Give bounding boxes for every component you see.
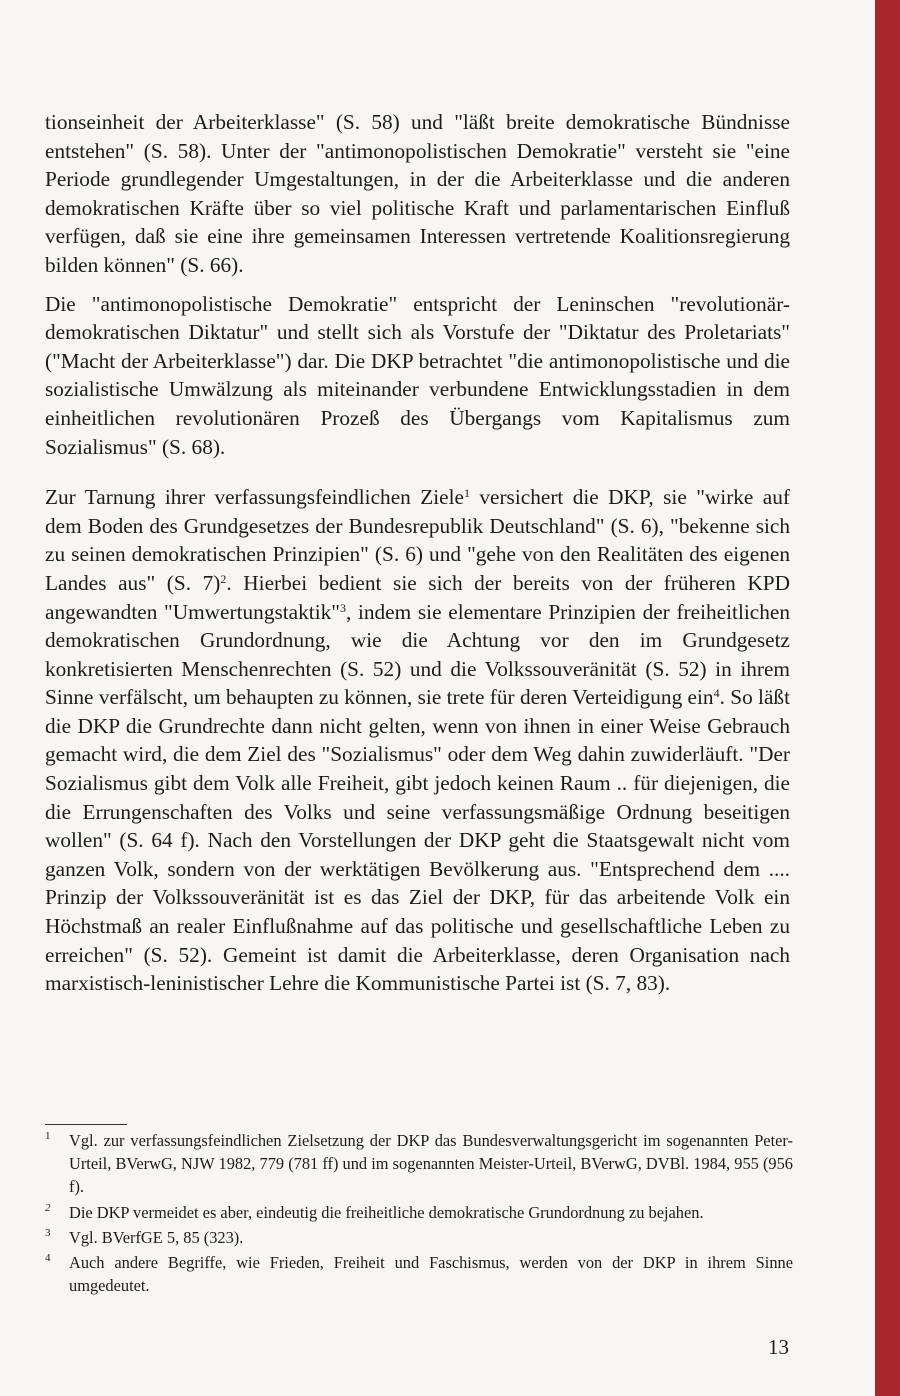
paragraph-3-part-a: Zur Tarnung ihrer verfassungsfeindlichen Ziele	[45, 485, 464, 510]
footnote-text: Vgl. BVerfGE 5, 85 (323).	[69, 1227, 244, 1247]
body-text	[45, 108, 790, 998]
paragraph-3-part-b: versichert die DKP, sie "wirke auf dem Boden des Grundgesetzes der Bundesrepublik Deutschland" (S. 6), "bekenne sich zu seinen demokratischen Prinzipien" (S. 6) und "gehe von den Realitäten des eigenen Landes aus" (S. 7)	[45, 485, 790, 595]
footnote-divider	[45, 1124, 127, 1125]
footnote-ref-3[interactable]: 3	[339, 600, 346, 615]
footnote-ref-1[interactable]: 1	[463, 486, 470, 501]
footnote-text: Vgl. zur verfassungsfeindlichen Zielsetzung der DKP das Bundesverwaltungsgericht im sogenannten Peter-Urteil, BVerwG, NJW 1982, 779 (781 ff) und im sogenannten Meister-Urteil, BVerwG, DVBl. 1984, 955 (956 f).	[69, 1131, 793, 1197]
paragraph-3	[45, 483, 790, 998]
footnote-item	[45, 1201, 793, 1224]
footnote-number: 2	[45, 1201, 51, 1214]
footnote-number: 4	[45, 1252, 51, 1265]
paragraph-2: Die "antimonopolistische Demokratie" entspricht der Leninschen "revolutionär-demokratischen Diktatur" und stellt sich als Vorstufe der "Diktatur des Proletariats" ("Macht der Arbeiterklasse") dar. Die DKP betrachtet "die antimonopolistische und die sozialistische Umwälzung als miteinander verbundene Entwicklungsstadien in dem einheitlichen revolutionären Prozeß des Übergangs vom Kapitalismus zum Sozialismus" (S. 68).	[45, 291, 790, 459]
paragraph-3-part-c: . Hierbei bedient sie sich der bereits von der früheren KPD angewandten "Umwertungstaktik"	[45, 570, 790, 624]
footnote-item	[45, 1129, 793, 1199]
paragraph-1: tionseinheit der Arbeiterklasse" (S. 58) und "läßt breite demokratische Bündnisse entstehen" (S. 58). Unter der "antimonopolistischen Demokratie" versteht sie "eine Periode grundlegender Umgestaltungen, in der die Arbeiterklasse und die anderen demokratischen Kräfte über so viel politische Kraft und parlamentarischen Einfluß verfügen, daß sie eine ihre gemeinsamen Interessen vertretende Koalitionsregierung bilden können" (S. 66).	[45, 110, 790, 277]
footnote-number: 1	[45, 1130, 51, 1142]
footnote-item	[45, 1226, 793, 1249]
footnote-item	[45, 1251, 793, 1297]
footnote-ref-4[interactable]: 4	[713, 686, 720, 701]
page-edge-binding	[875, 0, 900, 1396]
page-number: 13	[768, 1335, 789, 1359]
paragraph-3-part-e: . So läßt die DKP die Grundrechte dann nicht gelten, wenn von ihnen in einer Weise Gebrauch gemacht wird, die dem Ziel des "Sozialismus" oder dem Weg dahin zuwiderläuft. "Der Sozialismus gibt dem Volk alle Freiheit, gibt jedoch keinen Raum .. für diejenigen, die die Errungenschaften des Volks und seine verfassungsmäßige Ordnung beseitigen wollen" (S. 64 f). Nach den Vorstellungen der DKP geht die Staatsgewalt nicht vom ganzen Volk, sondern von der werktätigen Bevölkerung aus. "Entsprechend dem .... Prinzip der Volkssouveränität ist es das Ziel der DKP, für das arbeitende Volk ein Höchstmaß an realer Einflußnahme auf das politische und gesellschaftliche Leben zu erreichen" (S. 52). Gemeint ist damit die Arbeiterklasse, deren Organisation nach marxistisch-leninistischer Lehre die Kommunistische Partei ist (S. 7, 83).	[45, 685, 790, 996]
footnote-text: Auch andere Begriffe, wie Frieden, Freiheit und Faschismus, werden von der DKP in ihrem Sinne umgedeutet.	[69, 1253, 793, 1296]
footnotes	[45, 1129, 793, 1299]
footnote-text: Die DKP vermeidet es aber, eindeutig die freiheitliche demokratische Grundordnung zu bejahen.	[69, 1202, 704, 1222]
footnote-ref-2[interactable]: 2	[220, 571, 227, 586]
footnote-number: 3	[45, 1226, 51, 1239]
paragraph-3-part-d: , indem sie elementare Prinzipien der freiheitlichen demokratischen Grundordnung, wie die Achtung vor den im Grundgesetz konkretisierten Menschenrechten (S. 52) und die Volkssouveränität (S. 52) in ihrem Sinne verfälscht, um behaupten zu können, sie trete für deren Verteidigung ein	[45, 599, 790, 710]
